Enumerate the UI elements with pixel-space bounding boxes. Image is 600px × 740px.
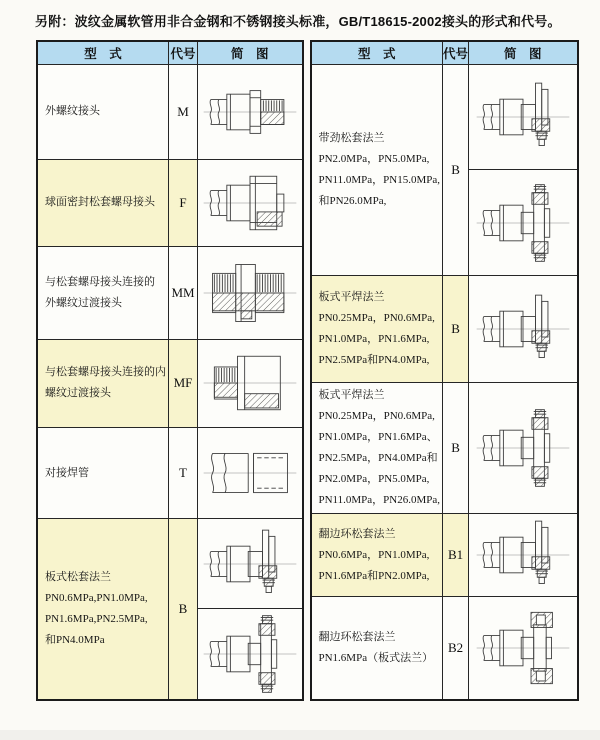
diagram-cell — [198, 518, 303, 609]
type-cell — [311, 597, 443, 700]
fittings-tables — [36, 40, 579, 701]
type-cell — [37, 339, 169, 428]
type-line: PN11.0MPa，PN15.0MPa, — [318, 174, 441, 186]
butt-weld-tube-diagram — [200, 432, 300, 514]
type-line: 与松套螺母接头连接的 — [45, 275, 155, 288]
diagram-cell — [469, 383, 578, 514]
female-adapter-diagram — [200, 342, 300, 424]
code-cell: T — [169, 428, 198, 519]
type-line: 带劲松套法兰 — [318, 132, 385, 144]
loose-flange-diagram — [200, 523, 300, 605]
table-row — [311, 597, 578, 700]
type-line: 和PN26.0MPa, — [318, 195, 387, 207]
type-line: PN0.25MPa，PN0.6MPa, — [318, 410, 435, 422]
table-row — [311, 276, 578, 383]
diagram-cell — [469, 276, 578, 383]
type-cell — [37, 247, 169, 340]
header-row — [311, 41, 578, 65]
code-cell: F — [169, 159, 198, 247]
type-line: 对接焊管 — [45, 466, 89, 479]
diagram-cell — [198, 65, 303, 160]
table-row — [37, 518, 303, 609]
right-table-body — [311, 65, 578, 700]
type-line: PN1.6MPa和PN2.0MPa, — [318, 569, 430, 582]
diagram-cell — [198, 609, 303, 700]
type-line: 板式平焊法兰 — [318, 291, 385, 303]
type-line: 球面密封松套螺母接头 — [45, 196, 155, 209]
table-row — [37, 339, 303, 428]
table-row — [37, 428, 303, 519]
type-line: PN2.5MPa，PN4.0MPa和 — [318, 452, 438, 464]
type-cell — [37, 518, 169, 699]
diagram-cell — [198, 339, 303, 428]
code-cell: B — [443, 65, 469, 276]
male-thread-fitting-diagram — [200, 71, 300, 153]
code-cell: B — [443, 276, 469, 383]
type-line: PN2.0MPa，PN5.0MPa, — [318, 473, 430, 485]
type-cell — [311, 383, 443, 514]
type-cell — [37, 65, 169, 160]
type-line: 螺纹过渡接头 — [45, 387, 111, 400]
diagram-cell — [198, 428, 303, 519]
type-line: 板式松套法兰 — [45, 570, 111, 583]
col-header-type: 型 式 — [37, 41, 169, 65]
type-line: PN2.0MPa，PN5.0MPa, — [318, 153, 430, 165]
type-line: PN1.0MPa，PN1.6MPa、 — [318, 431, 438, 443]
loose-flange-diagram — [473, 76, 573, 158]
code-cell: B — [169, 518, 198, 699]
col-header-diagram: 简 图 — [198, 41, 303, 65]
diagram-cell — [469, 514, 578, 597]
diagram-cell — [198, 247, 303, 340]
type-cell — [311, 276, 443, 383]
type-line: PN0.6MPa,PN1.0MPa, — [45, 591, 148, 604]
fittings-table-left — [36, 40, 304, 701]
col-header-type: 型 式 — [311, 41, 443, 65]
table-row — [37, 247, 303, 340]
loose-flange-bolted-diagram — [473, 182, 573, 264]
type-line: 外螺纹过渡接头 — [45, 296, 122, 309]
loose-flange-bolted-diagram — [473, 407, 573, 489]
type-line: PN0.6MPa，PN1.0MPa, — [318, 548, 430, 561]
page-title: 另附：波纹金属软管用非合金钢和不锈钢接头标准，GB/T18615-2002接头的形式和代号。 — [35, 14, 561, 29]
type-line: 与松套螺母接头连接的内 — [45, 366, 166, 379]
col-header-code: 代号 — [169, 41, 198, 65]
code-cell: B2 — [443, 597, 469, 700]
type-line: 和PN4.0MPa — [45, 633, 105, 646]
type-cell — [311, 65, 443, 276]
loose-flange-diagram — [473, 514, 573, 596]
type-cell — [311, 514, 443, 597]
diagram-cell — [469, 170, 578, 276]
table-row — [37, 65, 303, 160]
type-cell — [37, 159, 169, 247]
header-row — [37, 41, 303, 65]
type-line: 翻边环松套法兰 — [318, 630, 396, 643]
type-line: PN1.6MPa（板式法兰） — [318, 651, 434, 664]
type-line: PN0.25MPa，PN0.6MPa, — [318, 312, 435, 324]
diagram-cell — [469, 597, 578, 700]
code-cell: B1 — [443, 514, 469, 597]
table-row — [37, 159, 303, 247]
col-header-diagram: 简 图 — [469, 41, 578, 65]
diagram-cell — [198, 159, 303, 247]
left-table-body — [37, 65, 303, 700]
type-cell — [37, 428, 169, 519]
scan-edge-shadow — [0, 730, 600, 740]
type-line: 翻边环松套法兰 — [318, 527, 396, 540]
loose-flange-bolted-diagram — [200, 613, 300, 695]
col-header-code: 代号 — [443, 41, 469, 65]
type-line: PN1.6MPa,PN2.5MPa, — [45, 612, 148, 625]
code-cell: M — [169, 65, 198, 160]
fittings-table-right — [310, 40, 579, 701]
type-line: 外螺纹接头 — [45, 105, 100, 118]
table-row — [311, 383, 578, 514]
table-row — [311, 514, 578, 597]
loose-flange-diagram — [473, 288, 573, 370]
nipple-adapter-diagram — [200, 252, 300, 334]
lapped-ring-flange-diagram — [473, 607, 573, 689]
table-row — [311, 65, 578, 170]
type-line: PN11.0MPa，PN26.0MPa, — [318, 494, 441, 506]
code-cell: MF — [169, 339, 198, 428]
type-line: 板式平焊法兰 — [318, 389, 385, 401]
swivel-nut-fitting-diagram — [200, 162, 300, 244]
type-line: PN1.0MPa，PN1.6MPa, — [318, 333, 430, 345]
code-cell: MM — [169, 247, 198, 340]
code-cell: B — [443, 383, 469, 514]
diagram-cell — [469, 65, 578, 170]
type-line: PN2.5MPa和PN4.0MPa, — [318, 354, 430, 366]
